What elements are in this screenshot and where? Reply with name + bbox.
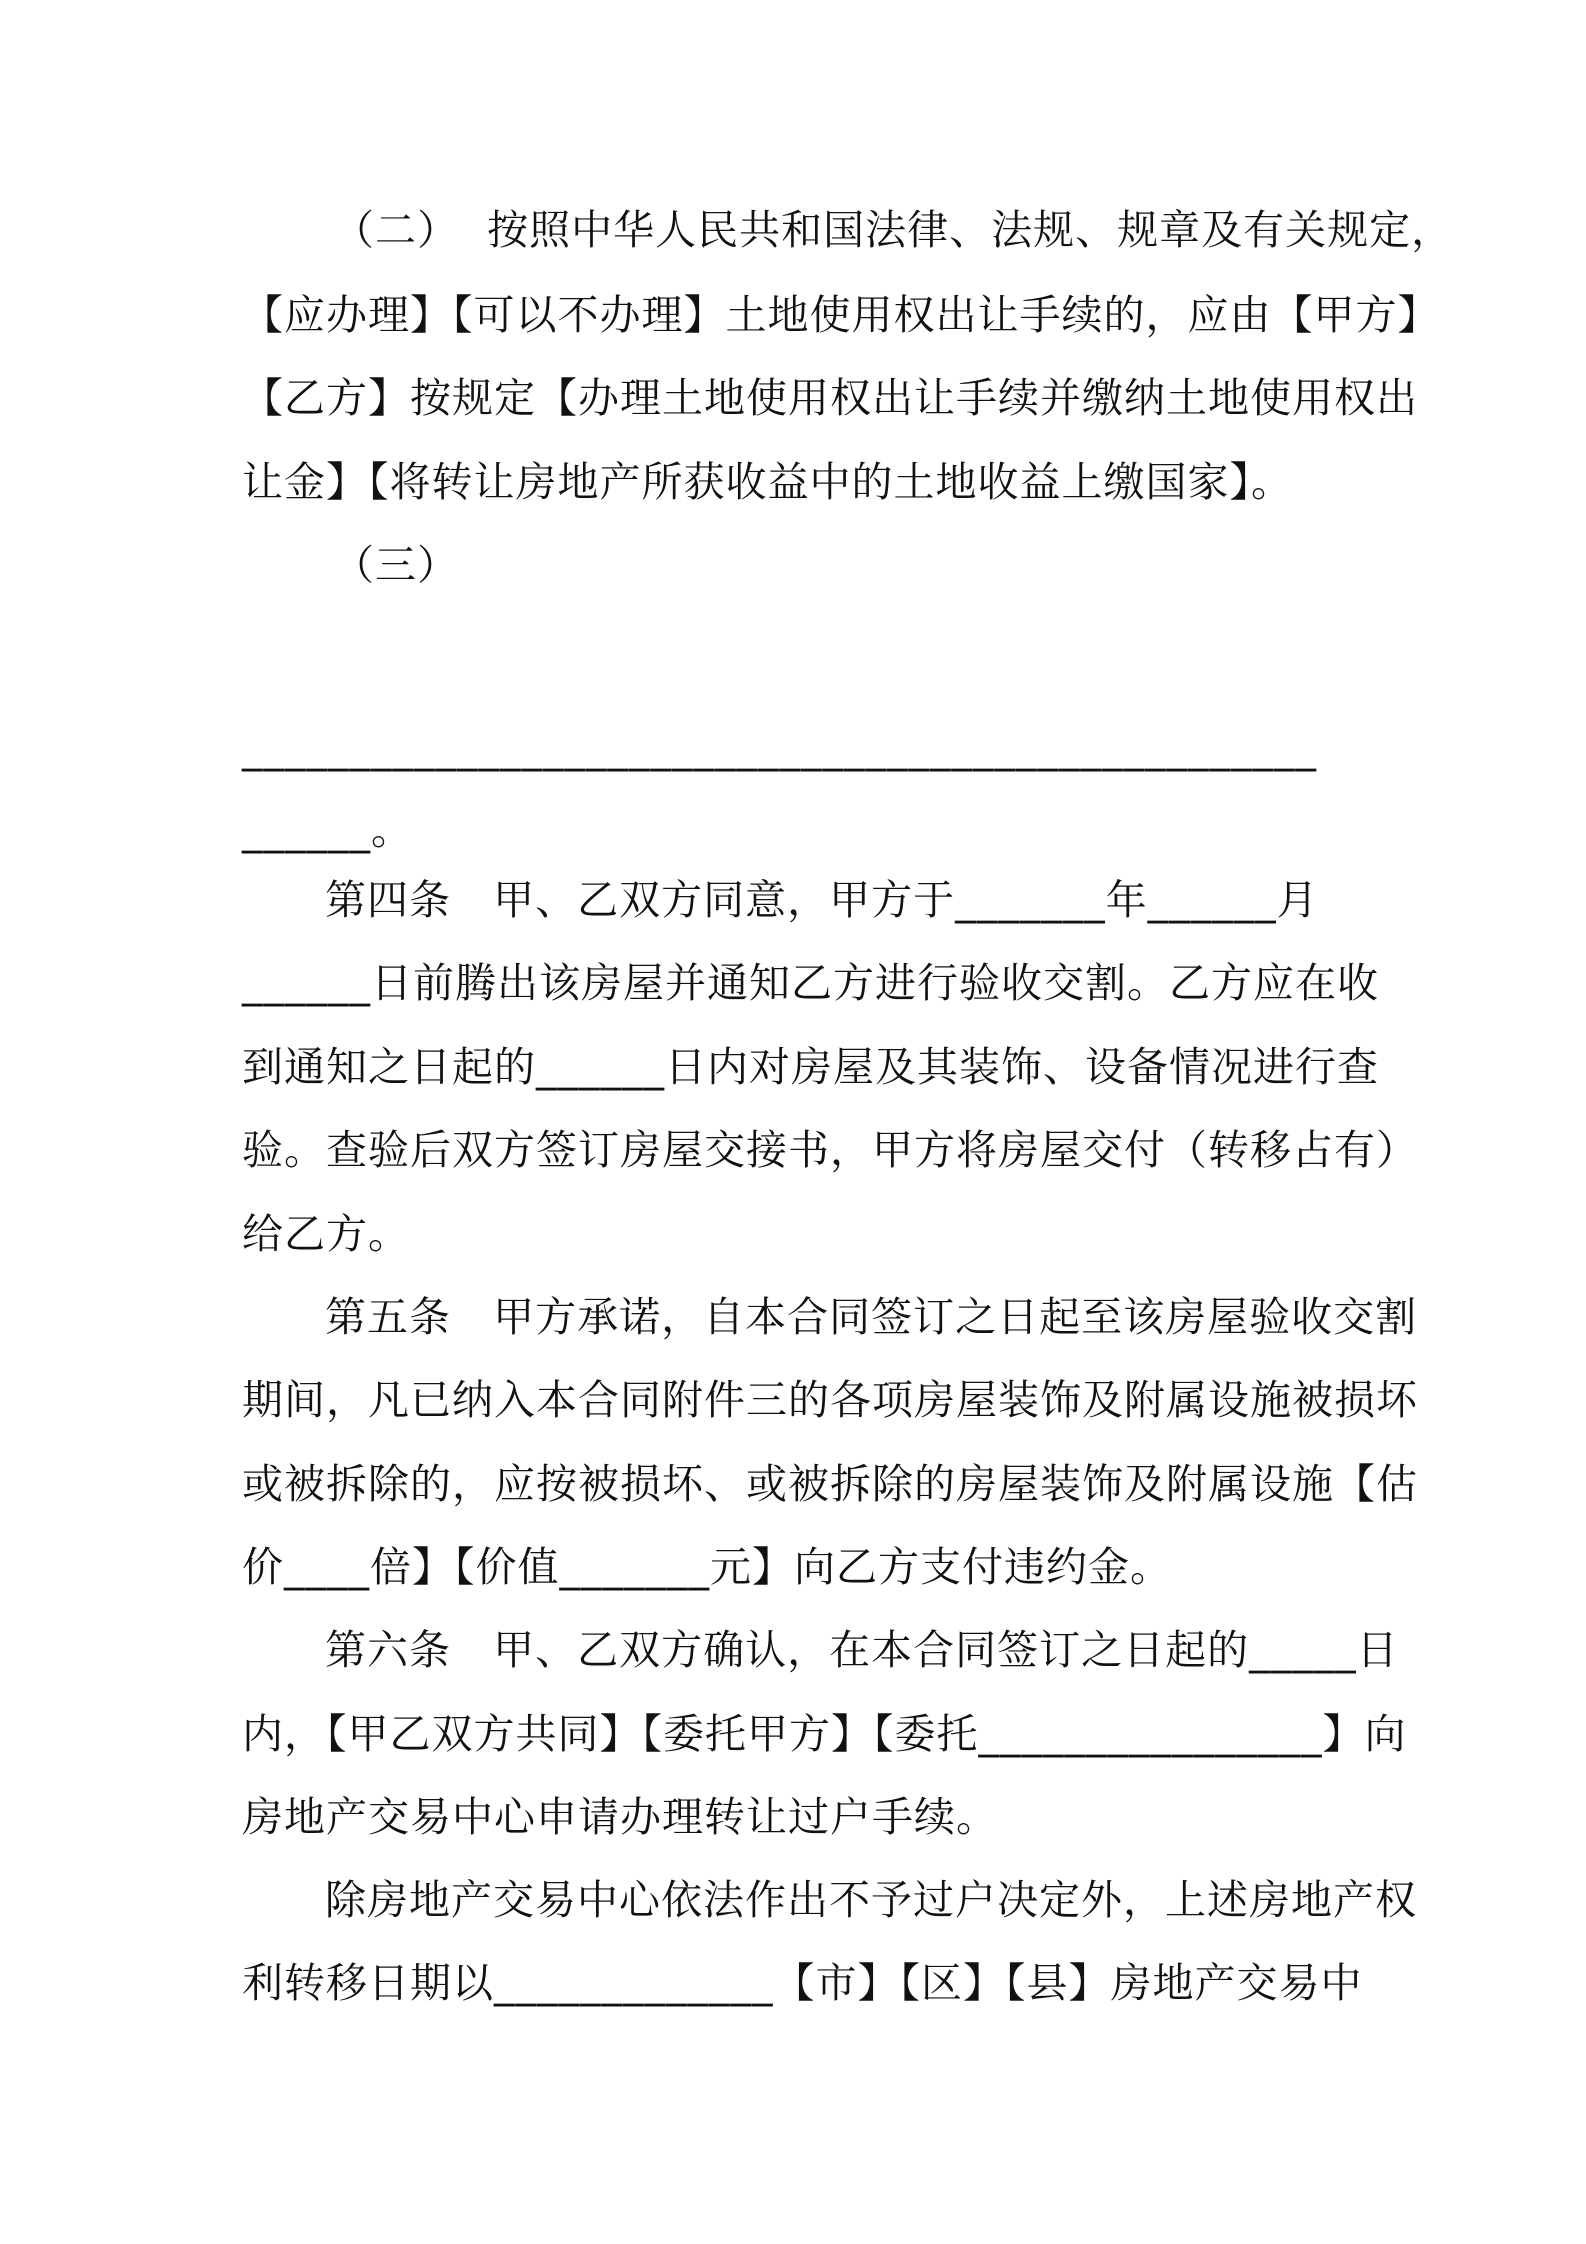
article-4-line-3: 到通知之日起的______日内对房屋及其装饰、设备情况进行查	[242, 1043, 1379, 1091]
article-4-line-2: ______日前腾出该房屋并通知乙方进行验收交割。乙方应在收	[242, 959, 1379, 1007]
article-6-paragraph-2-line-2: 利转移日期以_____________【市】【区】【县】房地产交易中	[242, 1959, 1363, 2007]
article-6-line-1: 第六条 甲、乙双方确认，在本合同签订之日起的_____日	[325, 1626, 1399, 1674]
clause-2-line-4: 让金】【将转让房地产所获收益中的土地收益上缴国家】。	[242, 458, 1293, 506]
clause-2-line-1: （二） 按照中华人民共和国法律、法规、规章及有关规定，	[333, 206, 1454, 254]
clause-2-line-3: 【乙方】按规定【办理土地使用权出让手续并缴纳土地使用权出	[242, 374, 1418, 422]
article-6-line-3: 房地产交易中心申请办理转让过户手续。	[242, 1793, 998, 1841]
article-6-line-2: 内，【甲乙双方共同】【委托甲方】【委托________________】向	[242, 1710, 1407, 1758]
article-4-line-4: 验。查验后双方签订房屋交接书，甲方将房屋交付（转移占有）	[242, 1126, 1418, 1174]
article-5-line-3: 或被拆除的，应按被损坏、或被拆除的房屋装饰及附属设施【估	[242, 1460, 1418, 1508]
article-4-line-1: 第四条 甲、乙双方同意，甲方于_______年______月	[325, 876, 1319, 924]
article-5-line-1: 第五条 甲方承诺，自本合同签订之日起至该房屋验收交割	[325, 1293, 1418, 1341]
clause-2-line-2: 【应办理】【可以不办理】土地使用权出让手续的，应由【甲方】	[242, 291, 1440, 339]
clause-3-blank-line-2: ______。	[242, 806, 413, 854]
article-6-paragraph-2-line-1: 除房地产交易中心依法作出不予过户决定外，上述房地产权	[325, 1876, 1417, 1924]
article-5-line-4: 价____倍】【价值_______元】向乙方支付违约金。	[242, 1543, 1172, 1591]
article-4-line-5: 给乙方。	[242, 1210, 410, 1258]
clause-3-heading: （三）	[333, 541, 459, 589]
clause-3-blank-line-1: __________________________________________________	[242, 724, 1317, 772]
article-5-line-2: 期间，凡已纳入本合同附件三的各项房屋装饰及附属设施被损坏	[242, 1376, 1418, 1424]
